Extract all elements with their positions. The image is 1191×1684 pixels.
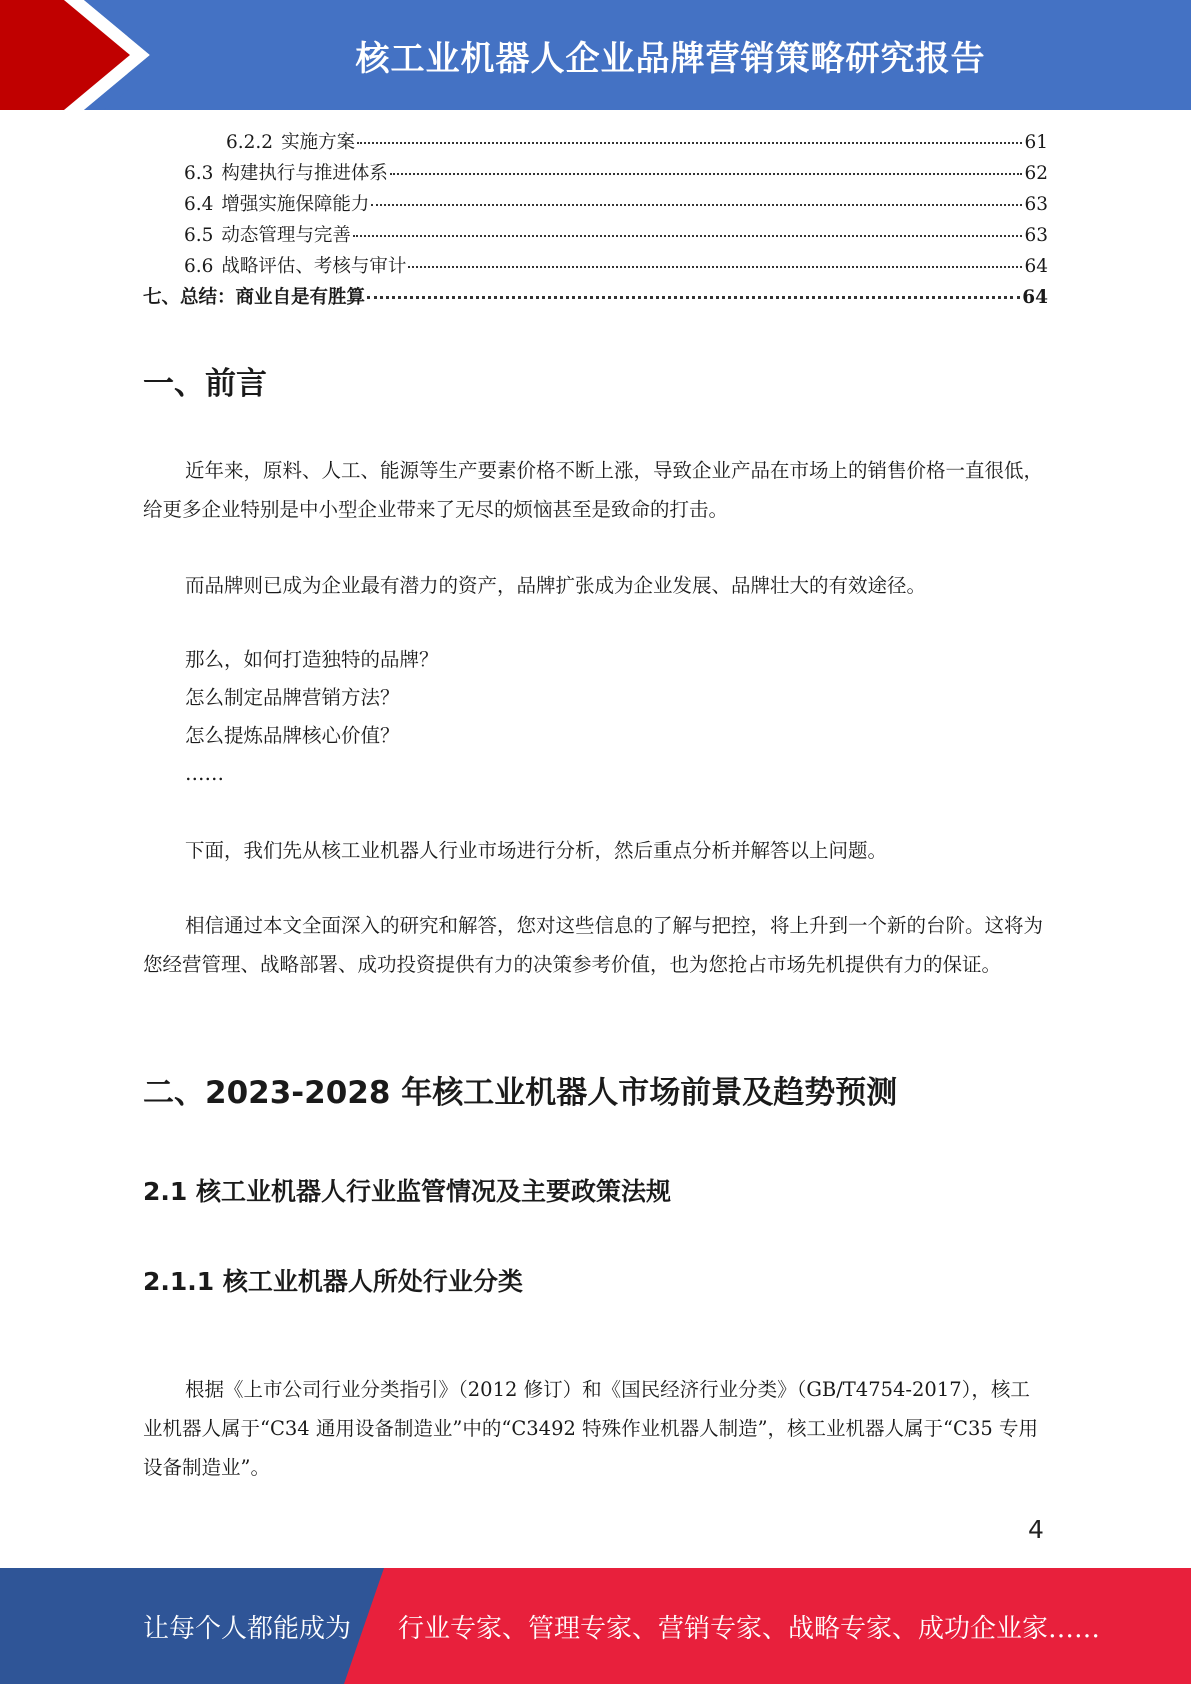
footer-slogan-left: 让每个人都能成为: [143, 1613, 352, 1644]
document-title: 核工业机器人企业品牌营销策略研究报告: [355, 38, 986, 79]
toc-entry-label: 增强实施保障能力: [221, 194, 370, 215]
toc-entry[interactable]: [143, 283, 1048, 314]
page-number: 4: [1028, 1515, 1044, 1544]
section-heading-preface: 一、前言: [143, 366, 267, 402]
toc-entry[interactable]: [143, 221, 1048, 252]
toc-leader-dots: [367, 296, 1020, 299]
toc-entry-label: 实施方案: [281, 132, 356, 153]
toc-leader-dots: [371, 204, 1022, 206]
toc-entry-number: 6.6: [184, 256, 214, 277]
paragraph: 下面，我们先从核工业机器人行业市场进行分析，然后重点分析并解答以上问题。: [185, 839, 888, 862]
toc-entry[interactable]: [143, 128, 1048, 159]
toc-entry-page: 63: [1024, 225, 1048, 246]
toc-entry-page: 61: [1024, 132, 1048, 153]
toc-entry[interactable]: [143, 252, 1048, 283]
question-line: 那么，如何打造独特的品牌？: [185, 648, 439, 671]
toc-entry-label: 战略评估、考核与审计: [221, 256, 407, 277]
question-line: 怎么提炼品牌核心价值？: [185, 724, 400, 747]
paragraph: 相信通过本文全面深入的研究和解答，您对这些信息的了解与把控，将上升到一个新的台阶。这将为您经营管理、战略部署、成功投资提供有力的决策参考价值，也为您抢占市场先机提供有力的保证。: [143, 914, 1044, 976]
table-of-contents: [143, 128, 1048, 314]
toc-leader-dots: [353, 235, 1023, 237]
page-header-band: [0, 0, 1191, 110]
page-footer-band: [0, 1568, 1191, 1684]
subsection-heading: 2.1 核工业机器人行业监管情况及主要政策法规: [143, 1177, 671, 1206]
toc-entry-number: 6.4: [184, 194, 214, 215]
toc-leader-dots: [390, 173, 1023, 175]
toc-entry-page: 64: [1024, 256, 1048, 277]
toc-leader-dots: [357, 142, 1022, 144]
toc-entry-label: 动态管理与完善: [221, 225, 351, 246]
footer-slogan-right: 行业专家、管理专家、营销专家、战略专家、成功企业家……: [398, 1613, 1101, 1644]
toc-entry[interactable]: [143, 159, 1048, 190]
toc-entry-label: 构建执行与推进体系: [221, 163, 388, 184]
toc-entry[interactable]: [143, 190, 1048, 221]
toc-entry-number: 6.3: [184, 163, 214, 184]
toc-entry-page: 63: [1024, 194, 1048, 215]
toc-entry-page: 62: [1024, 163, 1048, 184]
paragraph: 近年来，原料、人工、能源等生产要素价格不断上涨，导致企业产品在市场上的销售价格一直很低，给更多企业特别是中小型企业带来了无尽的烦恼甚至是致命的打击。: [143, 459, 1044, 521]
toc-entry-number: 6.5: [184, 225, 214, 246]
section-heading-forecast: 二、2023-2028 年核工业机器人市场前景及趋势预测: [143, 1075, 898, 1111]
toc-entry-page: 64: [1022, 287, 1048, 308]
toc-entry-label: 七、总结：商业自是有胜算: [143, 287, 366, 308]
toc-entry-number: 6.2.2: [226, 132, 274, 153]
paragraph: 根据《上市公司行业分类指引》（2012 修订）和《国民经济行业分类》（GB/T4754-2017），核工业机器人属于“C34 通用设备制造业”中的“C3492 特殊作业机器人制造”，核工业机器人属于“C35 专用设备制造业”。: [143, 1378, 1038, 1479]
subsubsection-heading: 2.1.1 核工业机器人所处行业分类: [143, 1267, 523, 1296]
question-line: 怎么制定品牌营销方法？: [185, 686, 400, 709]
ellipsis-line: ……: [185, 762, 224, 785]
toc-leader-dots: [408, 266, 1022, 268]
paragraph: 而品牌则已成为企业最有潜力的资产，品牌扩张成为企业发展、品牌壮大的有效途径。: [185, 574, 927, 597]
